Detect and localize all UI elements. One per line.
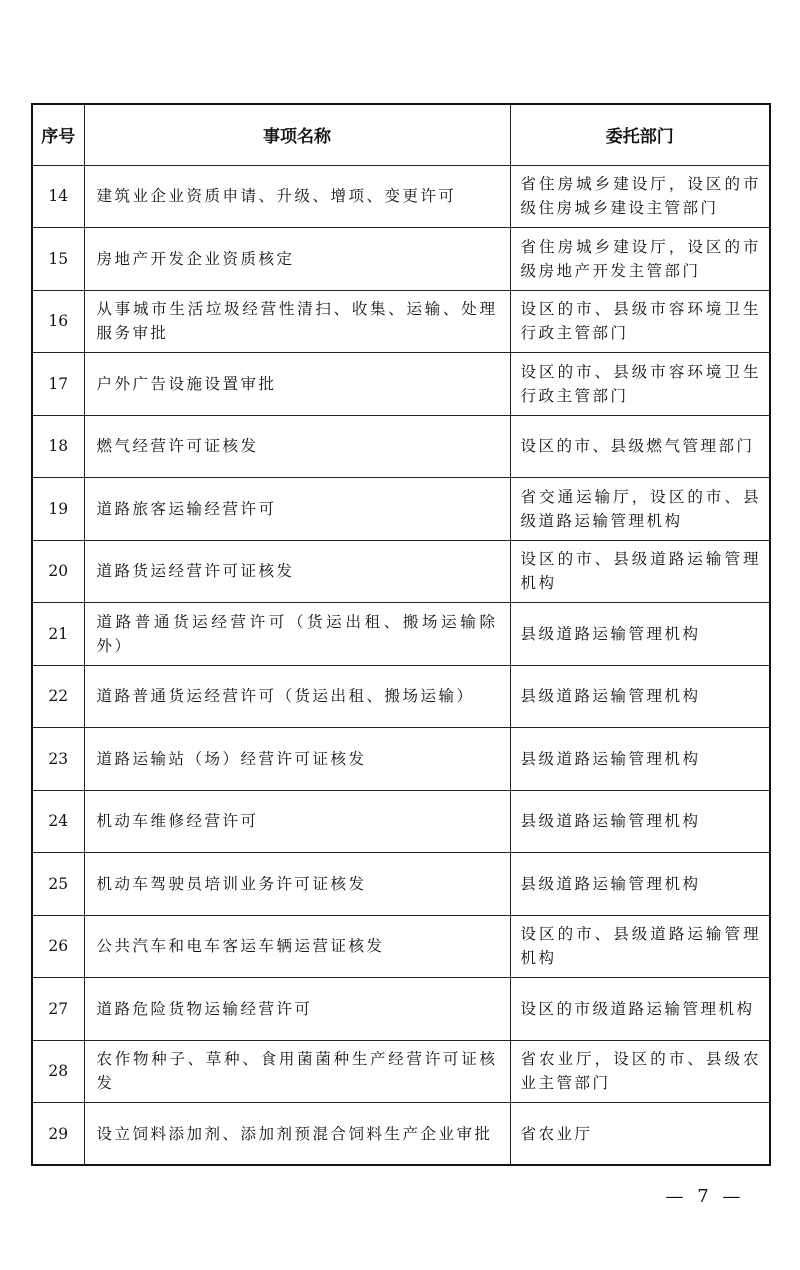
row-item-name-cell: 道路运输站（场）经营许可证核发 bbox=[84, 728, 510, 791]
row-dept-cell: 设区的市、县级燃气管理部门 bbox=[510, 415, 770, 478]
row-dept-cell: 省住房城乡建设厅，设区的市级房地产开发主管部门 bbox=[510, 228, 770, 291]
header-seq: 序号 bbox=[32, 104, 84, 165]
table-row bbox=[32, 728, 770, 791]
table-row bbox=[32, 540, 770, 603]
row-dept-cell: 设区的市、县级市容环境卫生行政主管部门 bbox=[510, 290, 770, 353]
row-item-name-cell: 道路货运经营许可证核发 bbox=[84, 540, 510, 603]
row-item-name-cell: 道路普通货运经营许可（货运出租、搬场运输） bbox=[84, 665, 510, 728]
table-row bbox=[32, 353, 770, 416]
table-row bbox=[32, 915, 770, 978]
row-dept-cell: 省农业厅，设区的市、县级农业主管部门 bbox=[510, 1040, 770, 1103]
row-dept-cell: 设区的市级道路运输管理机构 bbox=[510, 978, 770, 1041]
row-dept-cell: 设区的市、县级市容环境卫生行政主管部门 bbox=[510, 353, 770, 416]
row-item-name-cell: 道路旅客运输经营许可 bbox=[84, 478, 510, 541]
row-seq-cell: 15 bbox=[32, 228, 84, 291]
table-row bbox=[32, 165, 770, 228]
row-item-name-cell: 公共汽车和电车客运车辆运营证核发 bbox=[84, 915, 510, 978]
header-item-name: 事项名称 bbox=[84, 104, 510, 165]
page-number: — 7 — bbox=[665, 1186, 745, 1207]
row-item-name-cell: 从事城市生活垃圾经营性清扫、收集、运输、处理服务审批 bbox=[84, 290, 510, 353]
header-delegated-dept: 委托部门 bbox=[510, 104, 770, 165]
row-item-name-cell: 农作物种子、草种、食用菌菌种生产经营许可证核发 bbox=[84, 1040, 510, 1103]
row-seq-cell: 22 bbox=[32, 665, 84, 728]
row-seq-cell: 19 bbox=[32, 478, 84, 541]
table-row bbox=[32, 290, 770, 353]
table-header-row bbox=[32, 104, 770, 165]
row-seq-cell: 26 bbox=[32, 915, 84, 978]
row-item-name-cell: 燃气经营许可证核发 bbox=[84, 415, 510, 478]
delegation-items-table bbox=[31, 103, 771, 1166]
row-dept-cell: 设区的市、县级道路运输管理机构 bbox=[510, 540, 770, 603]
row-dept-cell: 省农业厅 bbox=[510, 1103, 770, 1166]
row-item-name-cell: 房地产开发企业资质核定 bbox=[84, 228, 510, 291]
row-seq-cell: 27 bbox=[32, 978, 84, 1041]
table-row bbox=[32, 1103, 770, 1166]
row-item-name-cell: 机动车维修经营许可 bbox=[84, 790, 510, 853]
row-item-name-cell: 道路危险货物运输经营许可 bbox=[84, 978, 510, 1041]
row-seq-cell: 24 bbox=[32, 790, 84, 853]
row-seq-cell: 29 bbox=[32, 1103, 84, 1166]
row-seq-cell: 28 bbox=[32, 1040, 84, 1103]
row-seq-cell: 25 bbox=[32, 853, 84, 916]
table-row bbox=[32, 1040, 770, 1103]
row-item-name-cell: 道路普通货运经营许可（货运出租、搬场运输除外） bbox=[84, 603, 510, 666]
table-row bbox=[32, 228, 770, 291]
table-row bbox=[32, 978, 770, 1041]
row-dept-cell: 县级道路运输管理机构 bbox=[510, 603, 770, 666]
table-row bbox=[32, 790, 770, 853]
row-seq-cell: 17 bbox=[32, 353, 84, 416]
row-dept-cell: 省交通运输厅，设区的市、县级道路运输管理机构 bbox=[510, 478, 770, 541]
table-row bbox=[32, 415, 770, 478]
table-body bbox=[32, 165, 770, 1165]
row-item-name-cell: 建筑业企业资质申请、升级、增项、变更许可 bbox=[84, 165, 510, 228]
row-dept-cell: 设区的市、县级道路运输管理机构 bbox=[510, 915, 770, 978]
row-item-name-cell: 机动车驾驶员培训业务许可证核发 bbox=[84, 853, 510, 916]
row-dept-cell: 县级道路运输管理机构 bbox=[510, 790, 770, 853]
row-seq-cell: 21 bbox=[32, 603, 84, 666]
row-dept-cell: 县级道路运输管理机构 bbox=[510, 728, 770, 791]
row-seq-cell: 14 bbox=[32, 165, 84, 228]
row-dept-cell: 省住房城乡建设厅，设区的市级住房城乡建设主管部门 bbox=[510, 165, 770, 228]
row-seq-cell: 16 bbox=[32, 290, 84, 353]
row-seq-cell: 20 bbox=[32, 540, 84, 603]
table-row bbox=[32, 853, 770, 916]
table-row bbox=[32, 665, 770, 728]
table-row bbox=[32, 603, 770, 666]
row-dept-cell: 县级道路运输管理机构 bbox=[510, 853, 770, 916]
row-seq-cell: 18 bbox=[32, 415, 84, 478]
table-row bbox=[32, 478, 770, 541]
row-seq-cell: 23 bbox=[32, 728, 84, 791]
row-item-name-cell: 设立饲料添加剂、添加剂预混合饲料生产企业审批 bbox=[84, 1103, 510, 1166]
row-item-name-cell: 户外广告设施设置审批 bbox=[84, 353, 510, 416]
row-dept-cell: 县级道路运输管理机构 bbox=[510, 665, 770, 728]
